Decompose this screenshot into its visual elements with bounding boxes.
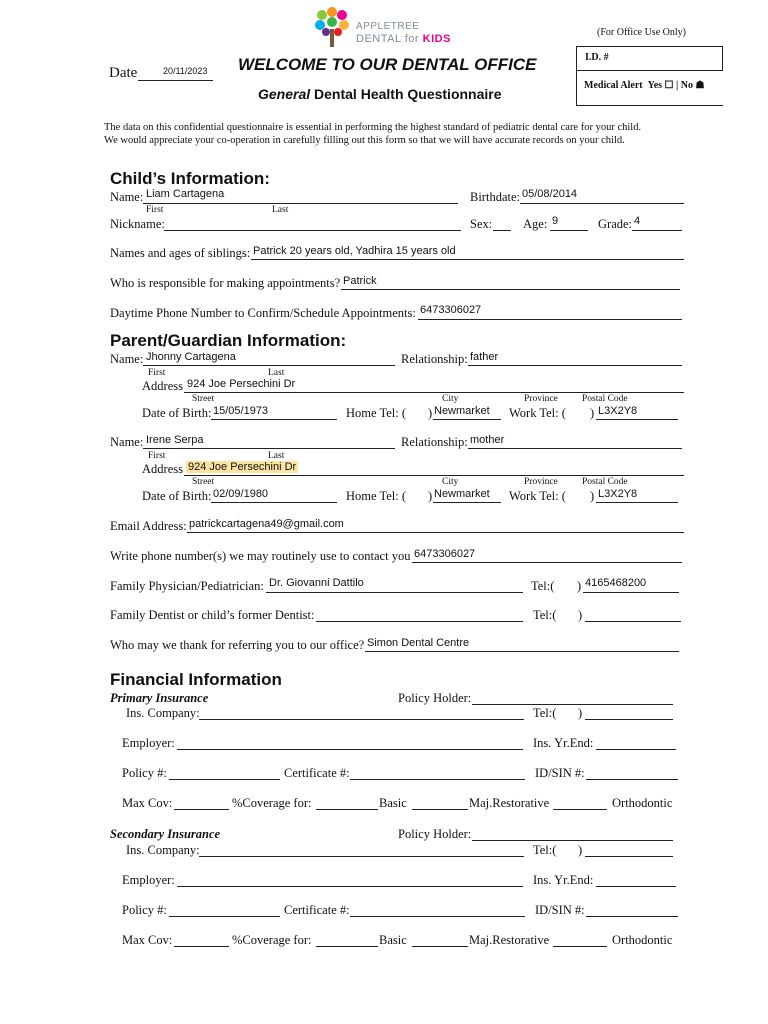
parent-info-heading: Parent/Guardian Information: bbox=[110, 331, 347, 350]
parent1-relationship-line bbox=[468, 365, 682, 366]
birthdate-line bbox=[520, 203, 684, 204]
parent2-dob-field[interactable]: 02/09/1980 bbox=[213, 488, 269, 500]
birthdate-label: Birthdate: bbox=[470, 190, 520, 204]
grade-line bbox=[632, 230, 682, 231]
email-field[interactable]: patrickcartagena49@gmail.com bbox=[189, 518, 344, 530]
parent1-relationship-field[interactable]: father bbox=[470, 351, 499, 363]
primary-ortho-line bbox=[553, 809, 607, 810]
primary-ins-company-line bbox=[199, 719, 524, 720]
primary-policy-holder-line bbox=[472, 704, 673, 705]
secondary-tel-label: Tel:( bbox=[533, 843, 557, 857]
physician-label: Family Physician/Pediatrician: bbox=[110, 579, 264, 593]
primary-ins-company-label: Ins. Company: bbox=[126, 706, 200, 720]
parent1-address-label: Address bbox=[142, 379, 183, 393]
logo-line2 bbox=[356, 33, 451, 45]
parent2-name-label: Name: bbox=[110, 435, 144, 449]
primary-policy-number-line bbox=[169, 779, 280, 780]
secondary-id-sin-label: ID/SIN #: bbox=[535, 903, 585, 917]
child-name-line bbox=[143, 203, 458, 204]
secondary-orthodontic-label: Orthodontic bbox=[612, 933, 673, 947]
logo-kids-text: KIDS bbox=[422, 33, 451, 45]
secondary-max-cov-line bbox=[174, 946, 229, 947]
dentist-label: Family Dentist or child’s former Dentist: bbox=[110, 608, 315, 622]
secondary-policy-number-label: Policy #: bbox=[122, 903, 167, 917]
parent1-name-label: Name: bbox=[110, 352, 144, 366]
secondary-id-sin-line bbox=[586, 916, 678, 917]
parent2-work-tel-line bbox=[596, 502, 678, 503]
parent2-street-caption: Street bbox=[192, 477, 215, 487]
secondary-tel-line bbox=[585, 856, 673, 857]
parent2-relationship-field[interactable]: mother bbox=[470, 434, 505, 446]
referral-field[interactable]: Simon Dental Centre bbox=[367, 637, 470, 649]
age-field[interactable]: 9 bbox=[552, 215, 559, 227]
parent2-address-label: Address bbox=[142, 462, 183, 476]
primary-ins-yr-end-label: Ins. Yr.End: bbox=[533, 736, 594, 750]
dentist-tel-label: Tel:( bbox=[533, 608, 557, 622]
daytime-phone-label: Daytime Phone Number to Confirm/Schedule Appointments: bbox=[110, 306, 416, 320]
id-label: I.D. # bbox=[585, 52, 609, 63]
medical-alert-no[interactable]: No ☗ bbox=[680, 80, 705, 91]
primary-ins-yr-end-line bbox=[596, 749, 676, 750]
secondary-ins-yr-end-line bbox=[596, 886, 676, 887]
parent1-dob-field[interactable]: 15/05/1973 bbox=[213, 405, 269, 417]
parent2-work-tel-label: Work Tel: ( bbox=[509, 489, 566, 503]
primary-certificate-label: Certificate #: bbox=[284, 766, 350, 780]
secondary-basic-line bbox=[316, 946, 378, 947]
secondary-ins-company-line bbox=[199, 856, 524, 857]
nickname-line bbox=[164, 230, 461, 231]
parent2-province-caption: Province bbox=[524, 477, 558, 487]
parent2-last-caption: Last bbox=[268, 451, 285, 461]
parent1-city-field[interactable]: Newmarket bbox=[434, 405, 490, 417]
parent1-work-tel-close: ) bbox=[590, 406, 595, 420]
siblings-field[interactable]: Patrick 20 years old, Yadhira 15 years old bbox=[253, 245, 456, 257]
office-use-caption: (For Office Use Only) bbox=[597, 27, 686, 38]
parent1-city-caption: City bbox=[442, 394, 459, 404]
secondary-insurance-label: Secondary Insurance bbox=[110, 827, 221, 841]
child-first-caption: First bbox=[146, 205, 164, 215]
primary-tel-label: Tel:( bbox=[533, 706, 557, 720]
parent1-postal-field[interactable]: L3X2Y8 bbox=[598, 405, 638, 417]
child-name-field[interactable]: Liam Cartagena bbox=[146, 188, 225, 200]
medical-alert-text: Medical Alert bbox=[584, 80, 643, 91]
parent2-city-caption: City bbox=[442, 477, 459, 487]
primary-tel-close: ) bbox=[578, 706, 583, 720]
parent2-relationship-line bbox=[468, 448, 682, 449]
child-name-label: Name: bbox=[110, 190, 144, 204]
primary-insurance-label: Primary Insurance bbox=[110, 691, 209, 705]
parent1-work-tel-line bbox=[596, 419, 678, 420]
primary-basic-line bbox=[316, 809, 378, 810]
subtitle-general: General bbox=[258, 86, 311, 102]
siblings-label: Names and ages of siblings: bbox=[110, 246, 251, 260]
nickname-label: Nickname: bbox=[110, 217, 165, 231]
parent2-home-tel-label: Home Tel: ( bbox=[346, 489, 406, 503]
physician-tel-close: ) bbox=[577, 579, 582, 593]
parent2-city-field[interactable]: Newmarket bbox=[434, 488, 490, 500]
parent1-postal-caption: Postal Code bbox=[582, 394, 628, 404]
parent1-province-caption: Province bbox=[524, 394, 558, 404]
secondary-employer-line bbox=[177, 886, 523, 887]
responsible-line bbox=[341, 289, 680, 290]
financial-info-heading: Financial Information bbox=[110, 670, 282, 689]
logo-dental-text: DENTAL for bbox=[356, 33, 423, 45]
daytime-phone-field[interactable]: 6473306027 bbox=[420, 304, 482, 316]
parent2-postal-caption: Postal Code bbox=[582, 477, 628, 487]
secondary-certificate-line bbox=[350, 916, 525, 917]
parent2-name-field[interactable]: Irene Serpa bbox=[146, 434, 204, 446]
parent2-address-field[interactable]: 924 Joe Persechini Dr bbox=[188, 461, 297, 473]
parent1-name-field[interactable]: Jhonny Cartagena bbox=[146, 351, 236, 363]
referral-line bbox=[365, 651, 679, 652]
parent2-work-tel-close: ) bbox=[590, 489, 595, 503]
physician-tel-label: Tel:( bbox=[531, 579, 555, 593]
logo bbox=[312, 5, 452, 49]
secondary-ins-company-label: Ins. Company: bbox=[126, 843, 200, 857]
dentist-line bbox=[316, 621, 523, 622]
physician-tel-line bbox=[583, 592, 679, 593]
age-line bbox=[550, 230, 588, 231]
intro-line-2: We would appreciate your co-operation in carefully filling out this form so that we will have accurate records on your child. bbox=[104, 135, 625, 146]
medical-alert-label: Medical Alert Yes ☐ | No ☗ bbox=[584, 80, 705, 91]
parent2-postal-field[interactable]: L3X2Y8 bbox=[598, 488, 638, 500]
secondary-certificate-label: Certificate #: bbox=[284, 903, 350, 917]
primary-max-cov-label: Max Cov: bbox=[122, 796, 173, 810]
responsible-label: Who is responsible for making appointments? bbox=[110, 276, 341, 290]
grade-label: Grade: bbox=[598, 217, 633, 231]
intro-line-1: The data on this confidential questionnaire is essential in performing the highest standard of pediatric dental care for your child. bbox=[104, 122, 642, 133]
parent1-name-line bbox=[143, 365, 395, 366]
page-subtitle bbox=[258, 86, 502, 102]
daytime-phone-line bbox=[418, 319, 682, 320]
subtitle-rest: Dental Health Questionnaire bbox=[310, 86, 502, 102]
contact-phone-label: Write phone number(s) we may routinely use to contact you bbox=[110, 549, 411, 563]
secondary-coverage-for-label: %Coverage for: bbox=[232, 933, 312, 947]
physician-tel-field[interactable]: 4165468200 bbox=[585, 577, 647, 589]
parent2-home-tel-close: ) bbox=[428, 489, 433, 503]
parent1-home-tel-close: ) bbox=[428, 406, 433, 420]
apple-tree-icon bbox=[312, 5, 352, 49]
parent2-address-line bbox=[184, 475, 684, 476]
primary-maj-rest-line bbox=[412, 809, 468, 810]
parent2-relationship-label: Relationship: bbox=[401, 435, 468, 449]
dentist-tel-close: ) bbox=[578, 608, 583, 622]
sex-label: Sex: bbox=[470, 217, 493, 231]
sex-line bbox=[493, 230, 511, 231]
primary-employer-line bbox=[177, 749, 523, 750]
parent1-dob-line bbox=[211, 419, 337, 420]
parent1-relationship-label: Relationship: bbox=[401, 352, 468, 366]
secondary-employer-label: Employer: bbox=[122, 873, 175, 887]
responsible-field[interactable]: Patrick bbox=[343, 275, 377, 287]
grade-field[interactable]: 4 bbox=[634, 215, 641, 227]
child-last-caption: Last bbox=[272, 205, 289, 215]
dentist-tel-line bbox=[585, 621, 681, 622]
primary-orthodontic-label: Orthodontic bbox=[612, 796, 673, 810]
secondary-max-cov-label: Max Cov: bbox=[122, 933, 173, 947]
primary-employer-label: Employer: bbox=[122, 736, 175, 750]
parent1-address-field[interactable]: 924 Joe Persechini Dr bbox=[187, 378, 296, 390]
email-line bbox=[187, 532, 684, 533]
secondary-policy-number-line bbox=[169, 916, 280, 917]
physician-field[interactable]: Dr. Giovanni Dattilo bbox=[269, 577, 364, 589]
parent1-home-tel-label: Home Tel: ( bbox=[346, 406, 406, 420]
primary-id-sin-line bbox=[586, 779, 678, 780]
child-info-heading: Child’s Information: bbox=[110, 169, 270, 188]
secondary-basic-label: Basic bbox=[379, 933, 407, 947]
date-line bbox=[138, 80, 213, 81]
primary-coverage-for-label: %Coverage for: bbox=[232, 796, 312, 810]
parent1-address-line bbox=[184, 392, 684, 393]
secondary-tel-close: ) bbox=[578, 843, 583, 857]
physician-line bbox=[266, 592, 523, 593]
parent1-work-tel-label: Work Tel: ( bbox=[509, 406, 566, 420]
primary-basic-label: Basic bbox=[379, 796, 407, 810]
parent1-dob-label: Date of Birth: bbox=[142, 406, 212, 420]
secondary-ins-yr-end-label: Ins. Yr.End: bbox=[533, 873, 594, 887]
medical-alert-yes[interactable]: Yes ☐ bbox=[647, 80, 674, 91]
date-label: Date bbox=[109, 65, 138, 81]
birthdate-field[interactable]: 05/08/2014 bbox=[522, 188, 578, 200]
parent1-first-caption: First bbox=[148, 368, 166, 378]
secondary-policy-holder-line bbox=[472, 840, 673, 841]
page-title: WELCOME TO OUR DENTAL OFFICE bbox=[238, 55, 537, 74]
referral-label: Who may we thank for referring you to our office? bbox=[110, 638, 365, 652]
logo-line1: APPLETREE bbox=[356, 21, 420, 32]
secondary-maj-rest-line bbox=[412, 946, 468, 947]
parent2-dob-line bbox=[211, 502, 337, 503]
parent1-last-caption: Last bbox=[268, 368, 285, 378]
primary-policy-holder-label: Policy Holder: bbox=[398, 691, 472, 705]
parent2-dob-label: Date of Birth: bbox=[142, 489, 212, 503]
primary-id-sin-label: ID/SIN #: bbox=[535, 766, 585, 780]
parent2-first-caption: First bbox=[148, 451, 166, 461]
siblings-line bbox=[251, 259, 684, 260]
primary-tel-line bbox=[585, 719, 673, 720]
secondary-maj-restorative-label: Maj.Restorative bbox=[469, 933, 550, 947]
primary-maj-restorative-label: Maj.Restorative bbox=[469, 796, 550, 810]
parent1-street-caption: Street bbox=[192, 394, 215, 404]
secondary-ortho-line bbox=[553, 946, 607, 947]
email-label: Email Address: bbox=[110, 519, 187, 533]
primary-policy-number-label: Policy #: bbox=[122, 766, 167, 780]
primary-certificate-line bbox=[350, 779, 525, 780]
contact-phone-field[interactable]: 6473306027 bbox=[414, 548, 476, 560]
parent2-name-line bbox=[143, 448, 395, 449]
age-label: Age: bbox=[523, 217, 548, 231]
parent1-home-tel-line bbox=[433, 419, 501, 420]
parent2-home-tel-line bbox=[433, 502, 501, 503]
date-field[interactable]: 20/11/2023 bbox=[163, 66, 208, 76]
contact-phone-line bbox=[412, 562, 682, 563]
secondary-policy-holder-label: Policy Holder: bbox=[398, 827, 472, 841]
primary-max-cov-line bbox=[174, 809, 229, 810]
